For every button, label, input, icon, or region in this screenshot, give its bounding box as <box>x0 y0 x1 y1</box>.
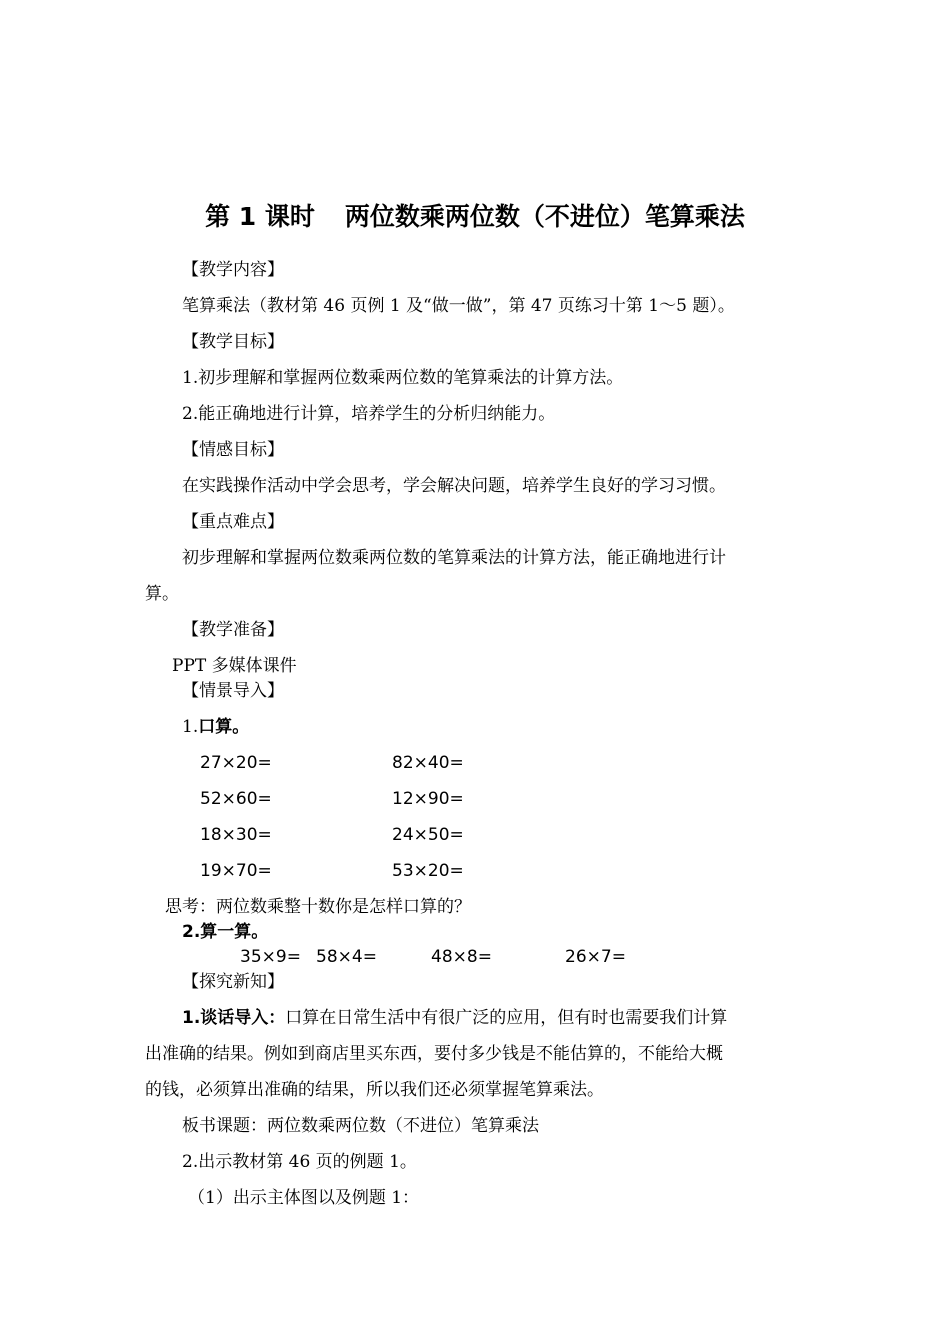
talk-text: 口算在日常生活中有很广泛的应用，但有时也需要我们计算 <box>285 1008 728 1028</box>
calc-item: 48×8= <box>431 947 492 967</box>
oral-label <box>182 716 249 738</box>
goals-heading: 【教学目标】 <box>182 332 284 352</box>
key-text-line-1: 初步理解和掌握两位数乘两位数的笔算乘法的计算方法，能正确地进行计 <box>182 548 726 568</box>
oral-label-text: 口算。 <box>198 717 250 737</box>
oral-label-number: 1. <box>182 717 199 737</box>
talk-line-2: 出准确的结果。例如到商店里买东西，要付多少钱是不能估算的，不能给大概 <box>145 1044 723 1064</box>
goal-2: 2.能正确地进行计算，培养学生的分析归纳能力。 <box>182 404 556 424</box>
oral-item: 18×30= <box>200 825 272 845</box>
emotion-heading: 【情感目标】 <box>182 440 284 460</box>
oral-item: 24×50= <box>392 825 464 845</box>
prep-heading: 【教学准备】 <box>182 620 284 640</box>
board-title-text: 板书课题：两位数乘两位数（不进位）笔算乘法 <box>182 1116 539 1136</box>
key-text-line-2: 算。 <box>145 584 179 604</box>
content-text: 笔算乘法（教材第 46 页例 1 及“做一做”，第 47 页练习十第 1～5 题）。 <box>182 296 735 316</box>
goal-1: 1.初步理解和掌握两位数乘两位数的笔算乘法的计算方法。 <box>182 368 624 388</box>
oral-item: 53×20= <box>392 861 464 881</box>
content-heading: 【教学内容】 <box>182 260 284 280</box>
page-title <box>0 200 950 234</box>
explore-heading: 【探究新知】 <box>182 972 284 992</box>
talk-line-3: 的钱，必须算出准确的结果，所以我们还必须掌握笔算乘法。 <box>145 1080 604 1100</box>
think-text: 思考：两位数乘整十数你是怎样口算的？ <box>165 897 471 917</box>
talk-line-1 <box>182 1007 727 1029</box>
oral-item: 19×70= <box>200 861 272 881</box>
calc-label: 2.算一算。 <box>182 922 269 942</box>
talk-label: 1.谈话导入： <box>182 1008 286 1028</box>
lesson-number: 第 1 课时 <box>205 202 315 231</box>
calc-item: 58×4= <box>316 947 377 967</box>
lesson-topic: 两位数乘两位数（不进位）笔算乘法 <box>344 202 745 231</box>
oral-item: 52×60= <box>200 789 272 809</box>
intro-heading: 【情景导入】 <box>182 681 284 701</box>
emotion-text: 在实践操作活动中学会思考，学会解决问题，培养学生良好的学习习惯。 <box>182 476 726 496</box>
oral-item: 12×90= <box>392 789 464 809</box>
sub-step-text: （1）出示主体图以及例题 1： <box>188 1188 420 1208</box>
calc-item: 35×9= <box>240 947 301 967</box>
oral-item: 27×20= <box>200 753 272 773</box>
calc-item: 26×7= <box>565 947 626 967</box>
oral-item: 82×40= <box>392 753 464 773</box>
prep-text: PPT 多媒体课件 <box>172 656 297 676</box>
key-heading: 【重点难点】 <box>182 512 284 532</box>
example-text: 2.出示教材第 46 页的例题 1。 <box>182 1152 417 1172</box>
